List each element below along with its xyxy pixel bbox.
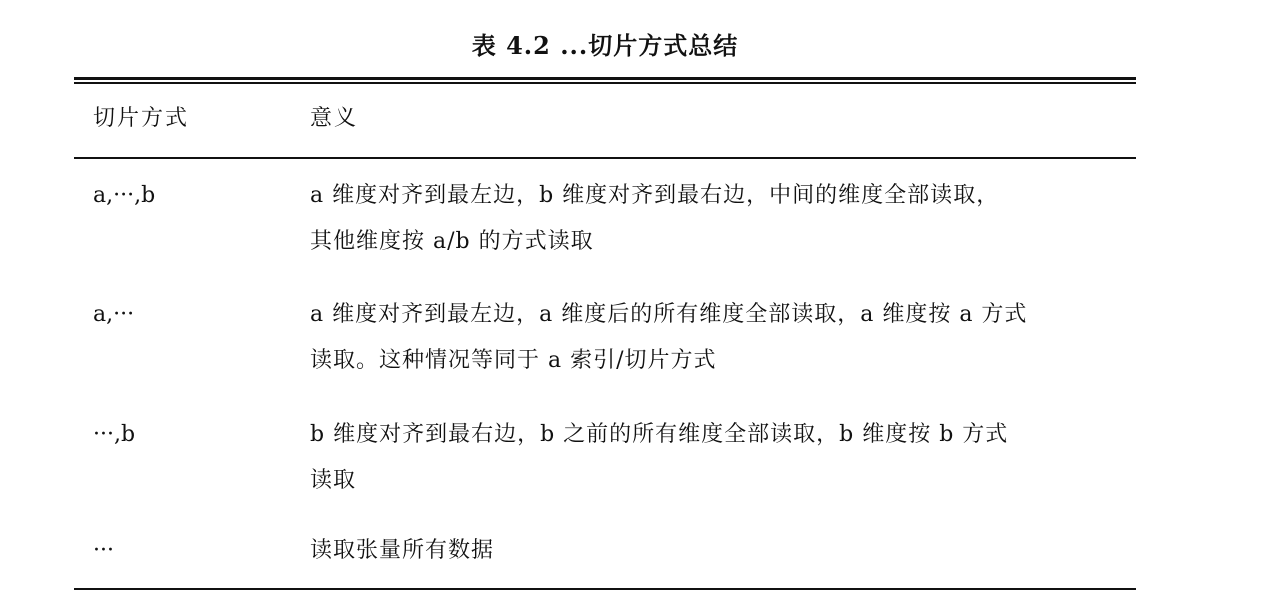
header-meaning: 意义 xyxy=(310,106,359,131)
row-1-meaning xyxy=(310,173,1130,265)
row-2-meaning-line-1: a 维度对齐到最左边，a 维度后的所有维度全部读取，a 维度按 a 方式 xyxy=(310,302,1028,327)
row-2-mode: a,··· xyxy=(93,302,135,327)
top-rule-thick xyxy=(74,77,1136,80)
row-1-meaning-line-1: a 维度对齐到最左边，b 维度对齐到最右边，中间的维度全部读取， xyxy=(310,183,1000,208)
table-caption: 表 4.2 ...切片方式总结 xyxy=(471,31,739,60)
row-2-meaning-line-2: 读取。这种情况等同于 a 索引/切片方式 xyxy=(310,348,717,373)
header-rule xyxy=(74,157,1136,159)
row-3-mode: ···,b xyxy=(93,422,136,447)
row-4-meaning xyxy=(310,528,1130,574)
header-slice-mode: 切片方式 xyxy=(93,106,190,131)
row-2-meaning xyxy=(310,292,1130,384)
top-rule-thin xyxy=(74,82,1136,84)
row-1-mode: a,···,b xyxy=(93,183,156,208)
row-3-meaning xyxy=(310,412,1130,504)
row-4-meaning-line-1: 读取张量所有数据 xyxy=(310,538,495,563)
row-3-meaning-line-1: b 维度对齐到最右边，b 之前的所有维度全部读取，b 维度按 b 方式 xyxy=(310,422,1009,447)
bottom-rule xyxy=(74,588,1136,590)
row-1-meaning-line-2: 其他维度按 a/b 的方式读取 xyxy=(310,229,594,254)
row-3-meaning-line-2: 读取 xyxy=(310,468,357,493)
row-4-mode: ··· xyxy=(93,538,114,563)
